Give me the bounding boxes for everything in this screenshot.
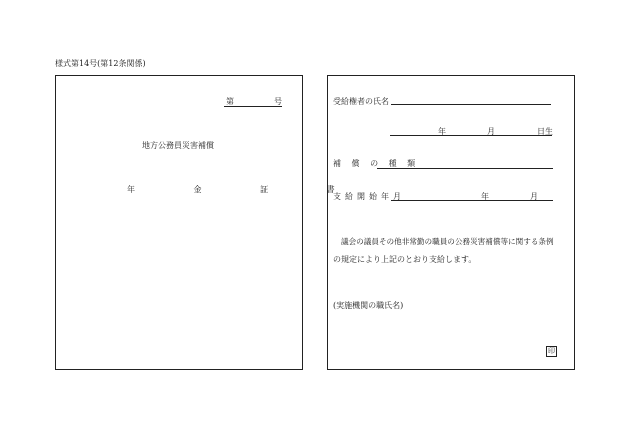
seal-mark: 印	[548, 347, 555, 355]
body-text-line-1: 議会の議員その他非常勤の職員の公務災害補償等に関する条例	[341, 237, 554, 246]
start-date-label: 支給開始年月	[333, 192, 405, 201]
number-prefix: 第	[226, 97, 234, 106]
compensation-type-line[interactable]	[377, 168, 553, 169]
body-text-line-2: の規定により上記のとおり支給します。	[333, 255, 477, 264]
compensation-type-label: 補 償 の 種 類	[333, 159, 420, 168]
agency-label: (実施機関の職氏名)	[333, 301, 404, 310]
start-date-line[interactable]	[391, 200, 553, 201]
birthdate-line[interactable]	[390, 135, 552, 136]
recipient-name-line[interactable]	[391, 104, 551, 105]
start-year: 年	[481, 192, 489, 201]
certificate-subtitle: 年 金 証 書	[127, 185, 363, 194]
start-month: 月	[530, 192, 538, 201]
number-suffix: 号	[274, 97, 282, 106]
birth-month: 月	[487, 127, 495, 136]
certificate-card-left	[55, 75, 303, 370]
birth-day-suffix: 日生	[537, 127, 553, 136]
form-label: 様式第14号(第12条関係)	[55, 59, 146, 68]
certificate-title: 地方公務員災害補償	[142, 141, 214, 150]
certificate-card-right	[327, 75, 575, 370]
birth-year: 年	[438, 127, 446, 136]
recipient-name-label: 受給権者の氏名	[333, 97, 389, 106]
